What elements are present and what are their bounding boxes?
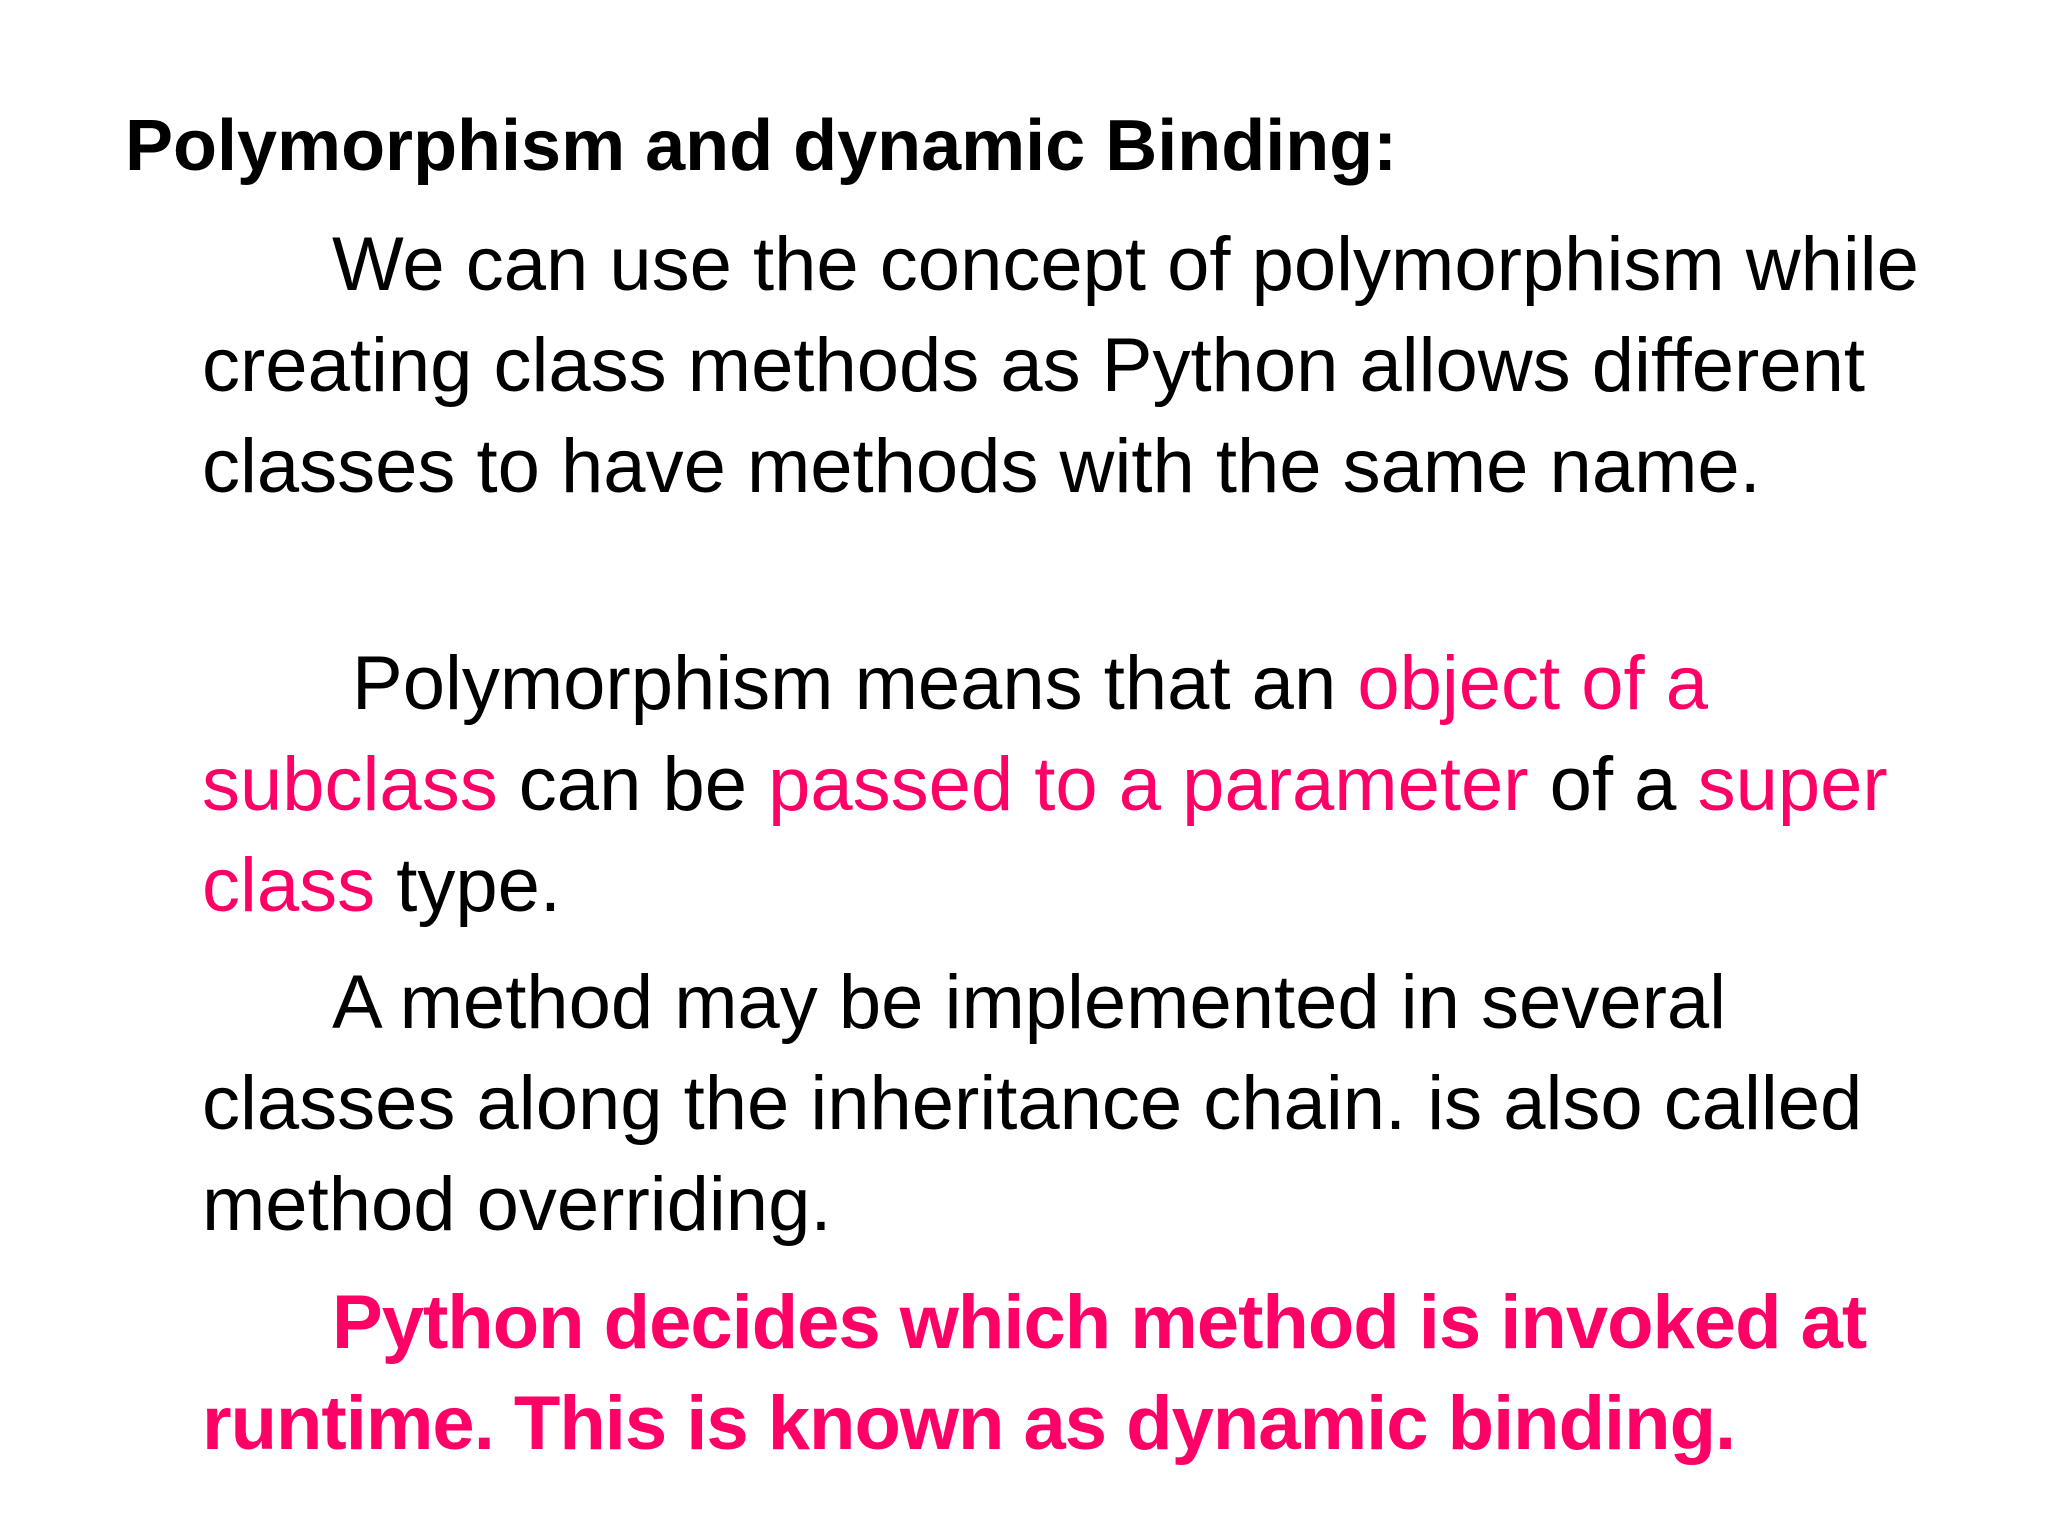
paragraph-polymorphism-intro [202,214,1962,517]
paragraph-dynamic-binding [202,1272,1962,1474]
highlight-super-class: super class [202,742,1888,928]
highlight-passed-to-parameter: passed to a parameter [768,742,1529,827]
paragraph-method-overriding [202,952,1962,1255]
paragraph-4-text: Python decides which method is invoked at runtime. This is known as dynamic binding. [202,1280,1867,1466]
slide-title: Polymorphism and dynamic Binding: [125,106,1398,186]
paragraph-3-text: A method may be implemented in several classes along the inheritance chain. is also called method overriding. [202,960,1863,1247]
paragraph-1-text: We can use the concept of polymorphism while creating class methods as Python allows different classes to have methods with the same name. [202,222,1919,509]
paragraph-2-text-1: Polymorphism means that an [352,641,1358,726]
paragraph-2-text-2: can be [497,742,769,827]
paragraph-polymorphism-definition [202,633,1962,936]
highlight-object-of-subclass: object of a subclass [202,641,1709,827]
paragraph-2-text-3: of a [1528,742,1698,827]
paragraph-2-text-4: type. [375,843,562,928]
